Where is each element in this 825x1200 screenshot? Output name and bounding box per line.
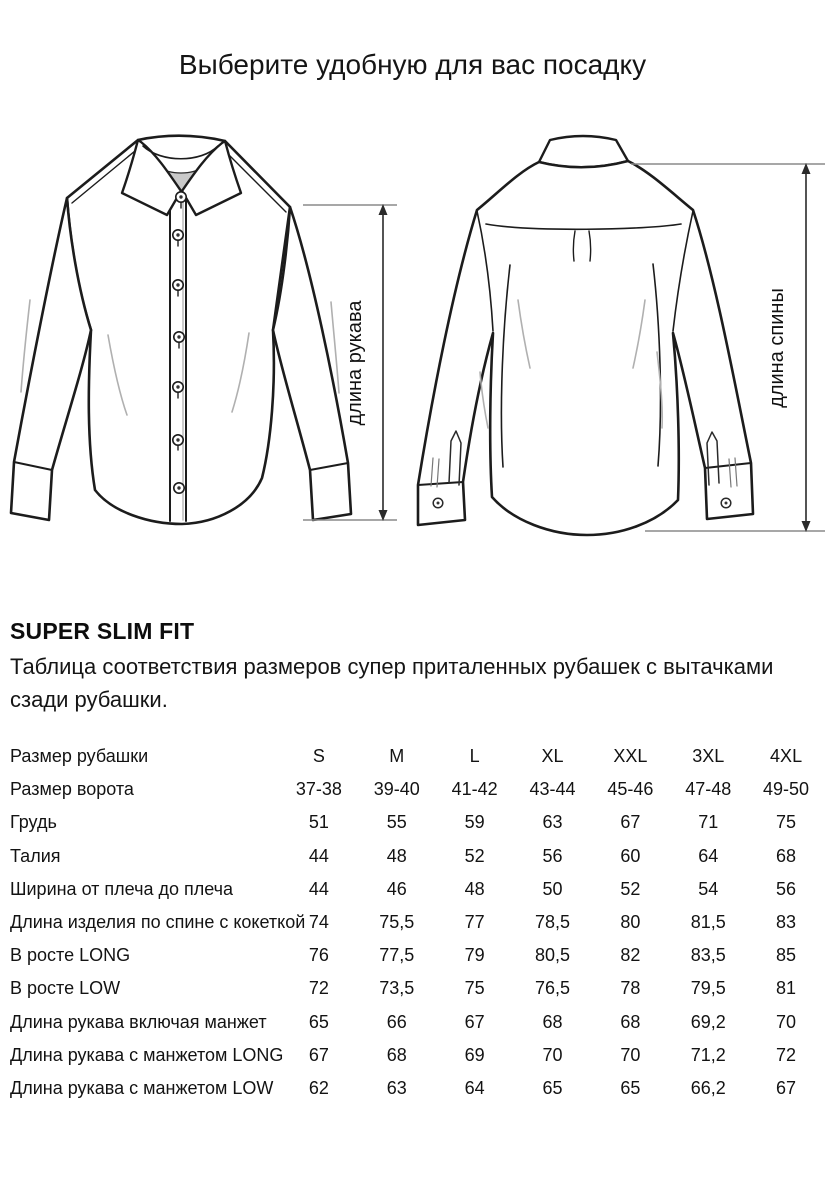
size-cell: 67: [620, 812, 641, 833]
size-cell: 65: [308, 1011, 329, 1032]
size-cell: 78,5: [534, 911, 571, 932]
back-collar-stand: [539, 136, 628, 167]
size-cell: 75,5: [379, 911, 415, 932]
size-cell: 80,5: [534, 945, 571, 966]
row-label: Длина изделия по спине с кокеткой: [10, 911, 306, 932]
front-right-sleeve: [273, 207, 351, 520]
size-cell: 60: [620, 845, 641, 866]
row-label: Грудь: [10, 812, 57, 833]
size-cell: 47-48: [685, 779, 732, 800]
size-cell: 65: [620, 1077, 641, 1098]
size-cell: 45-46: [607, 779, 654, 800]
size-cell: 69,2: [690, 1011, 726, 1032]
size-cell: 77: [464, 911, 485, 932]
size-cell: 62: [308, 1077, 329, 1098]
size-cell: 72: [776, 1044, 797, 1065]
size-cell: 82: [620, 945, 641, 966]
size-cell: 81: [776, 978, 797, 999]
size-cell: 50: [542, 878, 563, 899]
size-cell: 78: [620, 978, 641, 999]
size-cell: 68: [776, 845, 797, 866]
size-cell: 48: [464, 878, 485, 899]
size-cell: 63: [542, 812, 563, 833]
size-cell: 70: [542, 1044, 563, 1065]
size-cell: 66,2: [690, 1077, 726, 1098]
shirt-front-drawing: [11, 136, 351, 524]
size-cell: 85: [776, 945, 797, 966]
size-cell: L: [469, 746, 480, 766]
size-cell: 69: [464, 1044, 485, 1065]
shirt-diagrams: [0, 115, 825, 585]
size-cell: 52: [620, 878, 641, 899]
size-table: [10, 740, 825, 1105]
size-cell: 66: [386, 1011, 407, 1032]
shirt-back-drawing: [418, 136, 753, 535]
size-cell: M: [389, 746, 405, 766]
size-cell: 4XL: [770, 746, 803, 766]
size-cell: 71,2: [690, 1044, 726, 1065]
row-label: Размер рубашки: [10, 746, 149, 766]
size-cell: 39-40: [373, 779, 420, 800]
size-cell: 44: [308, 845, 329, 866]
size-cell: 73,5: [379, 978, 415, 999]
size-cell: S: [312, 746, 325, 766]
size-cell: 48: [386, 845, 407, 866]
size-cell: 76: [308, 945, 329, 966]
sleeve-length-label: длина рукава: [344, 300, 366, 426]
size-cell: 52: [464, 845, 485, 866]
size-cell: 56: [776, 878, 797, 899]
size-cell: 51: [308, 812, 329, 833]
size-cell: XXL: [613, 746, 648, 766]
size-cell: 80: [620, 911, 641, 932]
size-cell: 41-42: [451, 779, 498, 800]
size-cell: 68: [386, 1044, 407, 1065]
size-cell: 75: [776, 812, 797, 833]
size-cell: 74: [308, 911, 329, 932]
size-cell: 67: [776, 1077, 797, 1098]
size-cell: 79: [464, 945, 485, 966]
size-cell: 44: [308, 878, 329, 899]
size-cell: 71: [698, 812, 719, 833]
back-body-outline: [418, 161, 753, 535]
size-cell: 64: [464, 1077, 485, 1098]
size-cell: 43-44: [529, 779, 576, 800]
size-cell: 54: [698, 878, 719, 899]
size-cell: 56: [542, 845, 563, 866]
size-cell: 65: [542, 1077, 563, 1098]
size-cell: 49-50: [763, 779, 810, 800]
row-label: Размер ворота: [10, 779, 134, 800]
row-label: В росте LONG: [10, 945, 131, 966]
size-cell: 70: [620, 1044, 641, 1065]
size-cell: 67: [464, 1011, 485, 1032]
size-cell: 67: [308, 1044, 329, 1065]
size-cell: 76,5: [534, 978, 571, 999]
size-cell: XL: [541, 746, 564, 766]
row-label: Ширина от плеча до плеча: [10, 878, 234, 899]
size-cell: 64: [698, 845, 719, 866]
section-heading: SUPER SLIM FIT: [10, 618, 195, 644]
size-cell: 77,5: [379, 945, 415, 966]
size-cell: 59: [464, 812, 485, 833]
row-label: Длина рукава с манжетом LOW: [10, 1077, 274, 1098]
row-label: В росте LOW: [10, 978, 121, 999]
size-cell: 72: [308, 978, 329, 999]
size-cell: 81,5: [690, 911, 726, 932]
size-cell: 37-38: [295, 779, 342, 800]
row-label: Длина рукава включая манжет: [10, 1011, 267, 1032]
size-cell: 63: [386, 1077, 407, 1098]
size-cell: 3XL: [692, 746, 725, 766]
size-cell: 68: [620, 1011, 641, 1032]
row-label: Талия: [10, 845, 61, 866]
size-cell: 83: [776, 911, 797, 932]
size-cell: 83,5: [690, 945, 726, 966]
size-cell: 55: [386, 812, 407, 833]
back-length-label: длина спины: [766, 288, 788, 408]
size-cell: 68: [542, 1011, 563, 1032]
row-label: Длина рукава с манжетом LONG: [10, 1044, 284, 1065]
size-cell: 70: [776, 1011, 797, 1032]
table-description: Таблица соответствия размеров супер приталенных рубашек с вытачками сзади рубашки.: [10, 654, 774, 712]
page-title: Выберите удобную для вас посадку: [178, 49, 647, 80]
size-cell: 79,5: [690, 978, 726, 999]
size-cell: 46: [386, 878, 407, 899]
size-cell: 75: [464, 978, 485, 999]
